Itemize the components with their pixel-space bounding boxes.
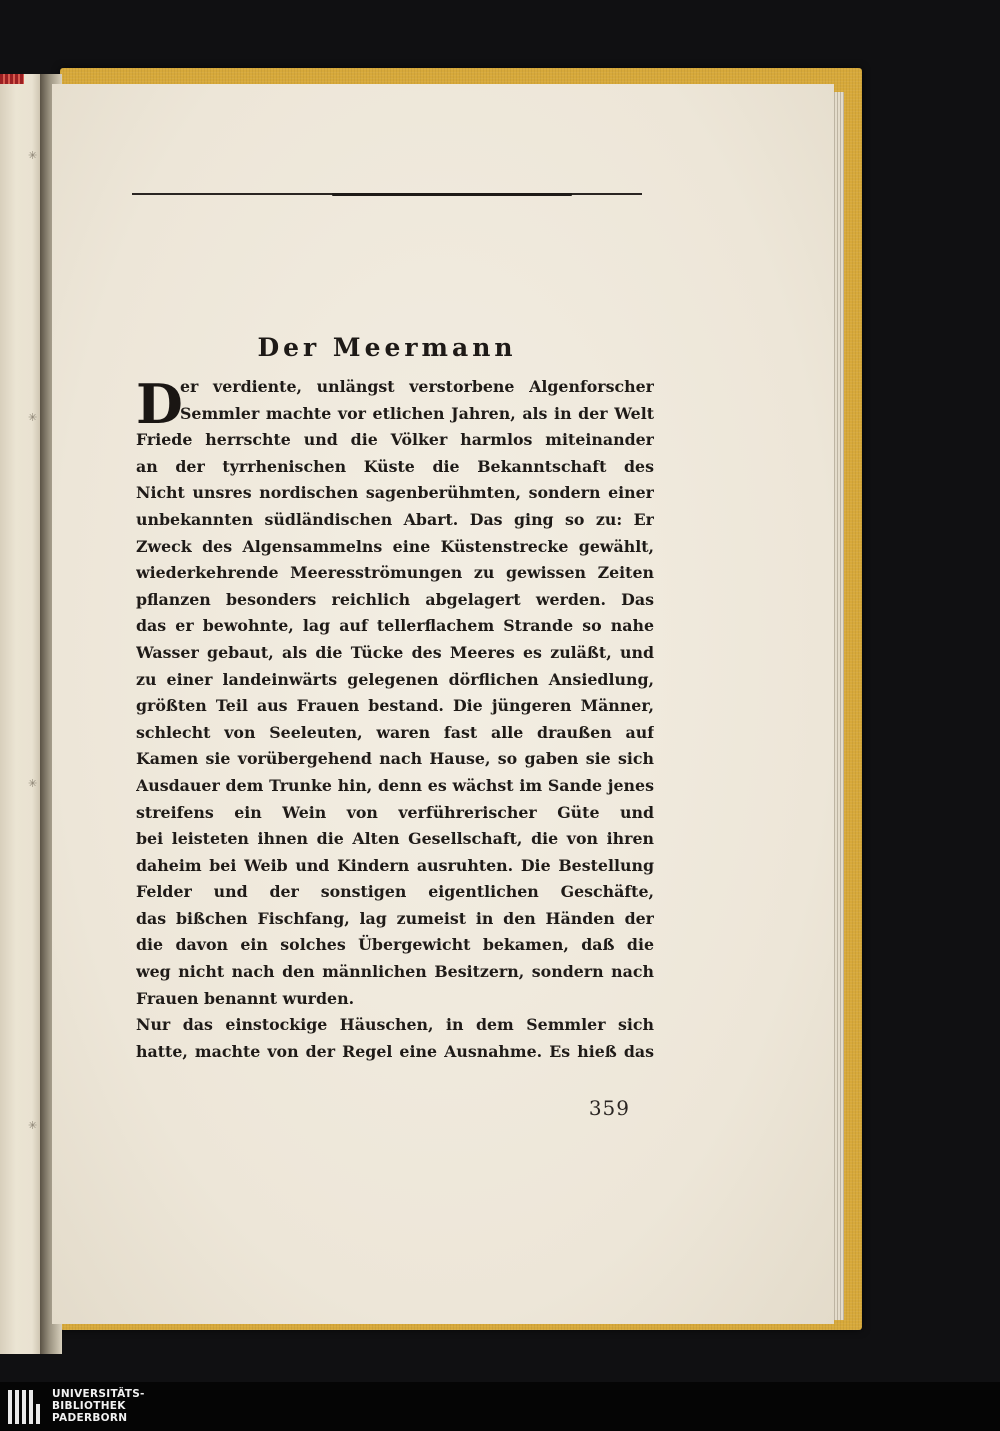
stitch-mark: ✳ bbox=[28, 411, 38, 424]
library-footer bbox=[0, 1382, 1000, 1431]
text-line: Nicht unsres nordischen sagenberühmten, sondern einer bbox=[136, 483, 654, 503]
drop-cap: D bbox=[136, 372, 183, 436]
text-line: schlecht von Seeleuten, waren fast alle draußen auf bbox=[136, 722, 654, 742]
logo-line: UNIVERSITÄTS- bbox=[52, 1388, 145, 1400]
left-page-edge bbox=[0, 74, 40, 1354]
library-logo-text bbox=[52, 1388, 145, 1424]
library-logo-icon bbox=[8, 1390, 44, 1424]
text-line: Friede herrschte und die Völker harmlos miteinander bbox=[136, 430, 654, 450]
stitch-mark: ✳ bbox=[28, 149, 38, 162]
text-line: Ausdauer dem Trunke hin, denn es wächst im Sande jenes bbox=[136, 775, 654, 795]
text-line: daheim bei Weib und Kindern ausruhten. Die Bestellung bbox=[136, 855, 654, 875]
text-line: Semmler machte vor etlichen Jahren, als in der Welt bbox=[180, 403, 654, 423]
logo-line: PADERBORN bbox=[52, 1412, 128, 1424]
stitch-mark: ✳ bbox=[28, 1119, 38, 1132]
text-line: hatte, machte von der Regel eine Ausnahme. Es hieß das bbox=[136, 1041, 654, 1061]
header-rule bbox=[132, 193, 642, 195]
text-line: die davon ein solches Übergewicht bekamen, daß die bbox=[136, 935, 654, 955]
text-line: unbekannten südländischen Abart. Das ging so zu: Er bbox=[136, 509, 654, 529]
text-line: er verdiente, unlängst verstorbene Algenforscher bbox=[180, 377, 654, 396]
text-line: das bißchen Fischfang, lag zumeist in den Händen der bbox=[136, 908, 654, 928]
text-line: wiederkehrende Meeresströmungen zu gewissen Zeiten bbox=[136, 563, 654, 583]
stitch-mark: ✳ bbox=[28, 777, 38, 790]
text-line: an der tyrrhenischen Küste die Bekanntschaft des bbox=[136, 456, 654, 476]
text-line: weg nicht nach den männlichen Besitzern, sondern nach bbox=[136, 962, 654, 982]
chapter-title: Der Meermann bbox=[257, 333, 517, 362]
headband bbox=[0, 74, 24, 84]
text-line: Nur das einstockige Häuschen, in dem Semmler sich bbox=[136, 1015, 654, 1035]
text-line: pflanzen besonders reichlich abgelagert werden. Das bbox=[136, 589, 654, 609]
text-line: Frauen benannt wurden. bbox=[136, 988, 355, 1008]
text-line: streifens ein Wein von verführerischer Güte und bbox=[136, 802, 654, 822]
paragraph-1 bbox=[136, 374, 654, 1012]
text-line: größten Teil aus Frauen bestand. Die jüngeren Männer, bbox=[136, 696, 654, 716]
text-line: Kamen sie vorübergehend nach Hause, so gaben sie sich bbox=[136, 749, 654, 769]
text-line: bei leisteten ihnen die Alten Gesellschaft, die von ihren bbox=[136, 829, 654, 849]
text-line: zu einer landeinwärts gelegenen dörflichen Ansiedlung, bbox=[136, 669, 654, 689]
text-line: das er bewohnte, lag auf tellerflachem Strande so nahe bbox=[136, 616, 654, 636]
text-line: Wasser gebaut, als die Tücke des Meeres es zuläßt, und bbox=[136, 642, 654, 662]
page-number: 359 bbox=[588, 1096, 630, 1120]
paragraph-2 bbox=[136, 1012, 654, 1065]
logo-line: BIBLIOTHEK bbox=[52, 1400, 126, 1412]
text-line: Felder und der sonstigen eigentlichen Geschäfte, bbox=[136, 882, 654, 902]
body-text bbox=[136, 374, 654, 1065]
text-line: Zweck des Algensammelns eine Küstenstrecke gewählt, bbox=[136, 536, 654, 556]
